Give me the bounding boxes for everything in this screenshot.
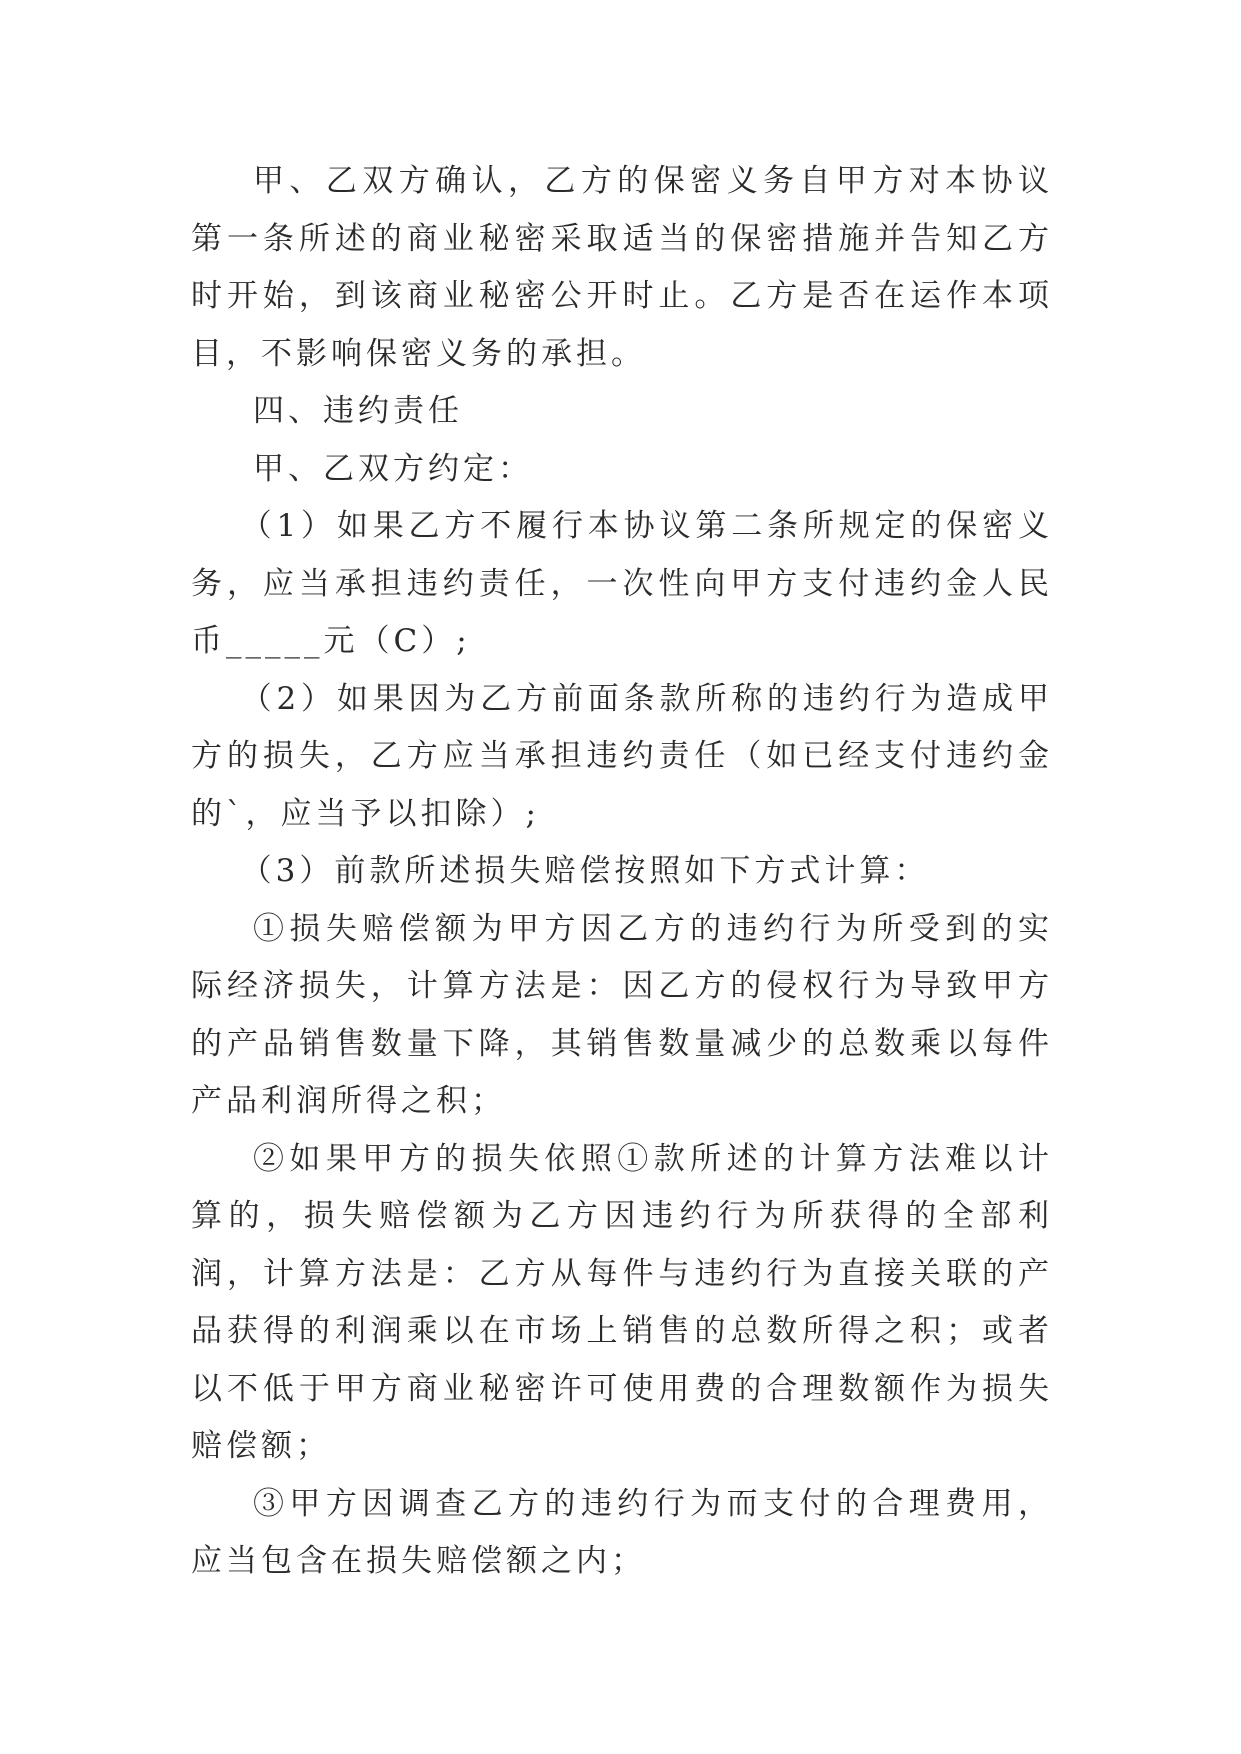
clause-3-calculation: （3）前款所述损失赔偿按照如下方式计算：	[240, 853, 930, 889]
item-1-actual-loss: ①损失赔偿额为甲方因乙方的违约行为所受到的实际经济损失，计算方法是：因乙方的侵权行为导致甲方的产品销售数量下降，其销售数量减少的总数乘以每件产品利润所得之积；	[191, 910, 1053, 1119]
paragraph-parties-agree: 甲、乙双方约定：	[253, 450, 533, 487]
item-3-investigation-costs: ③甲方因调查乙方的违约行为而支付的合理费用，应当包含在损失赔偿额之内；	[191, 1485, 1053, 1579]
paragraph-confidentiality-term: 甲、乙双方确认，乙方的保密义务自甲方对本协议第一条所述的商业秘密采取适当的保密措施并告知乙方时开始，到该商业秘密公开时止。乙方是否在运作本项目，不影响保密义务的承担。	[191, 163, 1053, 372]
item-2-profit-based-loss: ②如果甲方的损失依照①款所述的计算方法难以计算的，损失赔偿额为乙方因违约行为所获得的全部利润，计算方法是：乙方从每件与违约行为直接关联的产品获得的利润乘以在市场上销售的总数所得之积；或者以不低于甲方商业秘密许可使用费的合理数额作为损失赔偿额；	[191, 1140, 1053, 1464]
document-body	[191, 153, 1053, 1591]
clause-1-penalty: （1）如果乙方不履行本协议第二条所规定的保密义务，应当承担违约责任，一次性向甲方支付违约金人民币_____元（C）;	[191, 508, 1053, 659]
clause-2-loss-liability: （2）如果因为乙方前面条款所称的违约行为造成甲方的损失，乙方应当承担违约责任（如已经支付违约金的`，应当予以扣除）;	[191, 680, 1053, 832]
section-heading-breach-liability: 四、违约责任	[253, 393, 463, 429]
